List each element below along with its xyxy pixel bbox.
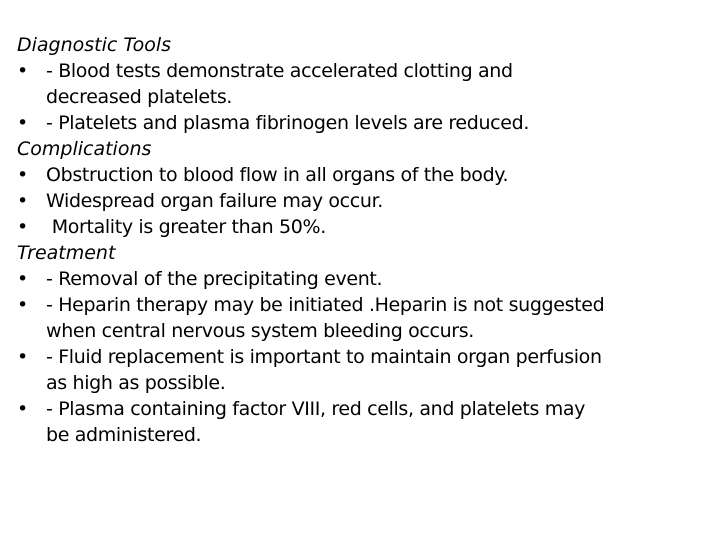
bullet-icon: • [17,60,28,82]
bullet-line: when central nervous system bleeding occurs. [46,320,474,342]
bullet-icon: • [17,346,28,368]
bullet-line: - Platelets and plasma fibrinogen levels are reduced. [46,112,530,134]
bullet-line: decreased platelets. [46,86,233,108]
bullet-icon: • [17,294,28,316]
bullet-line: - Heparin therapy may be initiated .Heparin is not suggested [46,294,605,316]
bullet-line: be administered. [46,424,202,446]
bullet-icon: • [17,398,28,420]
bullet-icon: • [17,190,28,212]
slide-content [17,32,717,448]
bullet-line: as high as possible. [46,372,226,394]
bullet-icon: • [17,216,28,238]
bullet-line: Mortality is greater than 50%. [46,216,326,238]
bullet-line: - Removal of the precipitating event. [46,268,383,290]
section-heading-complications: Complications [17,138,152,160]
bullet-item [17,58,717,110]
bullet-line: - Blood tests demonstrate accelerated clotting and [46,60,513,82]
bullet-line: - Fluid replacement is important to maintain organ perfusion [46,346,602,368]
bullet-item [17,292,717,344]
bullet-icon: • [17,164,28,186]
bullet-icon: • [17,112,28,134]
bullet-item [17,188,717,214]
bullet-line: Widespread organ failure may occur. [46,190,383,212]
bullet-line: - Plasma containing factor VIII, red cells, and platelets may [46,398,586,420]
bullet-item [17,162,717,188]
section-heading-treatment: Treatment [17,242,116,264]
bullet-item [17,266,717,292]
bullet-item [17,396,717,448]
bullet-icon: • [17,268,28,290]
bullet-item [17,110,717,136]
bullet-line: Obstruction to blood flow in all organs of the body. [46,164,509,186]
bullet-item [17,214,717,240]
bullet-item [17,344,717,396]
section-heading-diagnostic-tools: Diagnostic Tools [17,34,172,56]
